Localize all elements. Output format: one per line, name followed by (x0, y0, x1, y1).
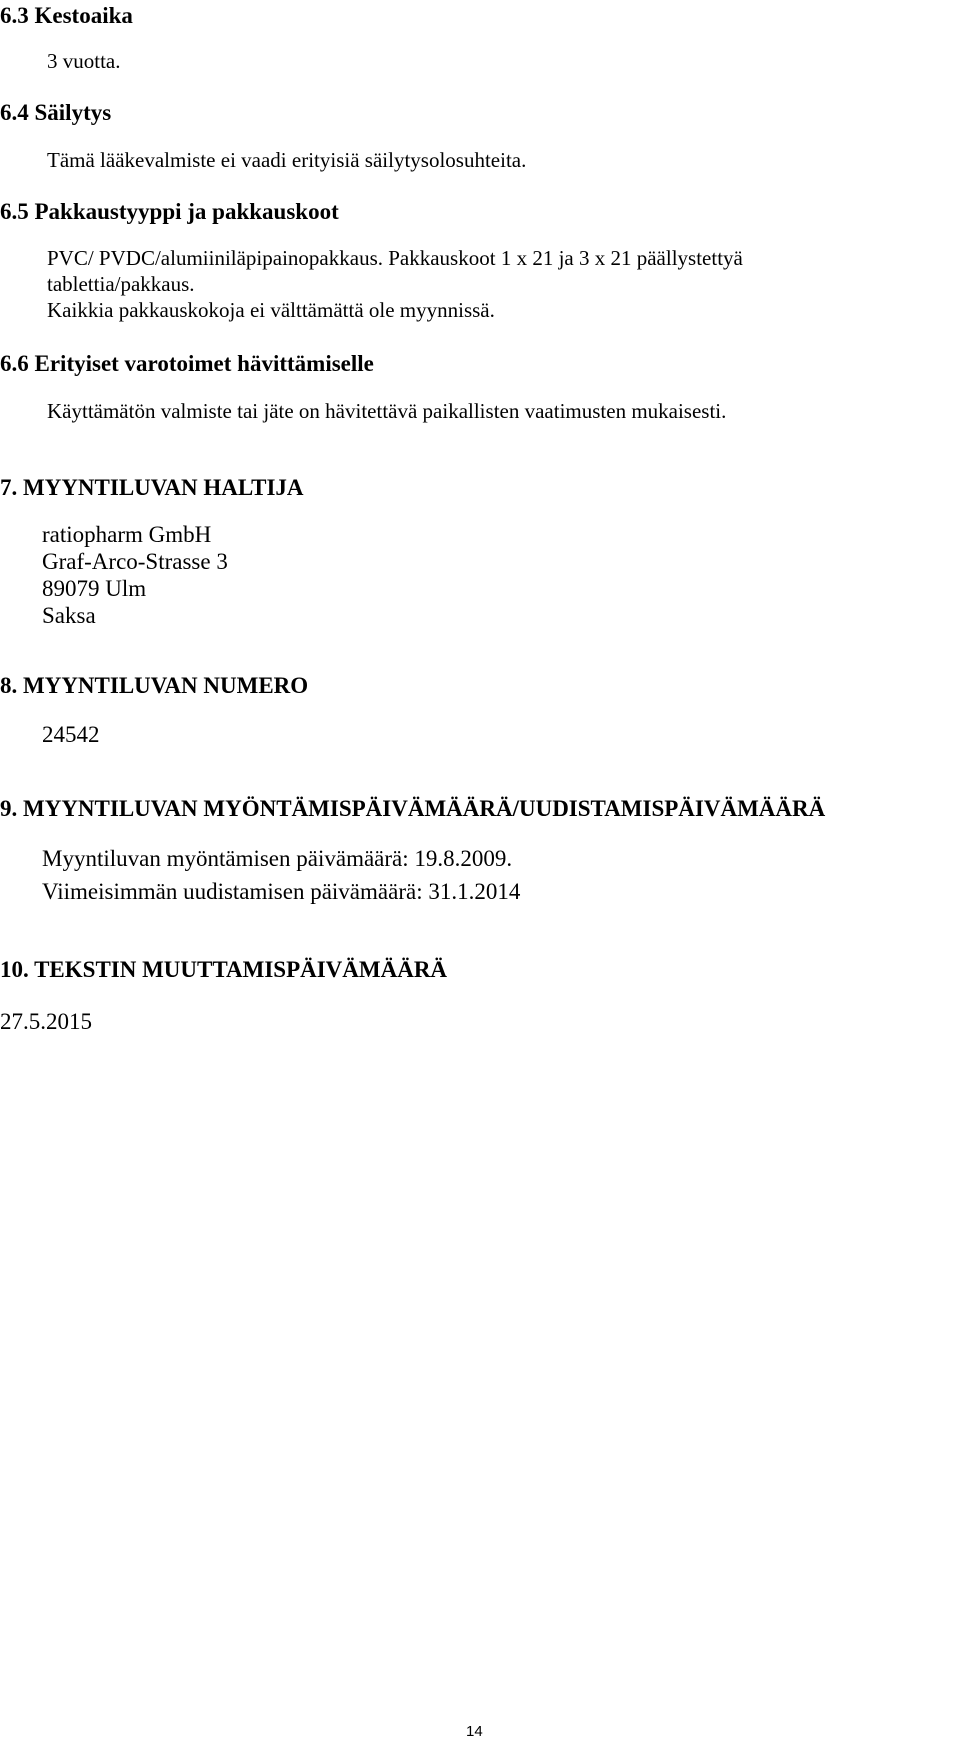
holder-line-1: ratiopharm GmbH (42, 522, 212, 547)
holder-line-2: Graf-Arco-Strasse 3 (42, 549, 228, 574)
section-6-4-text: Tämä lääkevalmiste ei vaadi erityisiä säilytysolosuhteita. (47, 148, 527, 172)
section-6-5-line-2: tablettia/pakkaus. (47, 272, 195, 296)
section-6-6-heading: 6.6 Erityiset varotoimet hävittämiselle (0, 351, 374, 376)
section-6-5-line-3: Kaikkia pakkauskokoja ei välttämättä ole myynnissä. (47, 298, 495, 322)
section-7-heading: 7. MYYNTILUVAN HALTIJA (0, 475, 304, 500)
holder-line-3: 89079 Ulm (42, 576, 147, 601)
section-6-3-text: 3 vuotta. (47, 49, 121, 73)
page-number: 14 (466, 1723, 483, 1740)
section-9-line-2: Viimeisimmän uudistamisen päivämäärä: 31.1.2014 (42, 879, 521, 904)
section-9-heading: 9. MYYNTILUVAN MYÖNTÄMISPÄIVÄMÄÄRÄ/UUDISTAMISPÄIVÄMÄÄRÄ (0, 796, 826, 821)
section-6-4-heading: 6.4 Säilytys (0, 100, 112, 125)
section-6-5-heading: 6.5 Pakkaustyyppi ja pakkauskoot (0, 199, 339, 224)
section-10-heading: 10. TEKSTIN MUUTTAMISPÄIVÄMÄÄRÄ (0, 957, 448, 982)
authorisation-number: 24542 (42, 722, 100, 747)
holder-line-4: Saksa (42, 603, 96, 628)
section-6-6-text: Käyttämätön valmiste tai jäte on hävitettävä paikallisten vaatimusten mukaisesti. (47, 399, 727, 423)
section-6-3-heading: 6.3 Kestoaika (0, 3, 133, 28)
revision-date: 27.5.2015 (0, 1009, 92, 1034)
section-6-5-line-1: PVC/ PVDC/alumiiniläpipainopakkaus. Pakkauskoot 1 x 21 ja 3 x 21 päällystettyä (47, 246, 743, 270)
section-8-heading: 8. MYYNTILUVAN NUMERO (0, 673, 309, 698)
section-9-line-1: Myyntiluvan myöntämisen päivämäärä: 19.8.2009. (42, 846, 513, 871)
